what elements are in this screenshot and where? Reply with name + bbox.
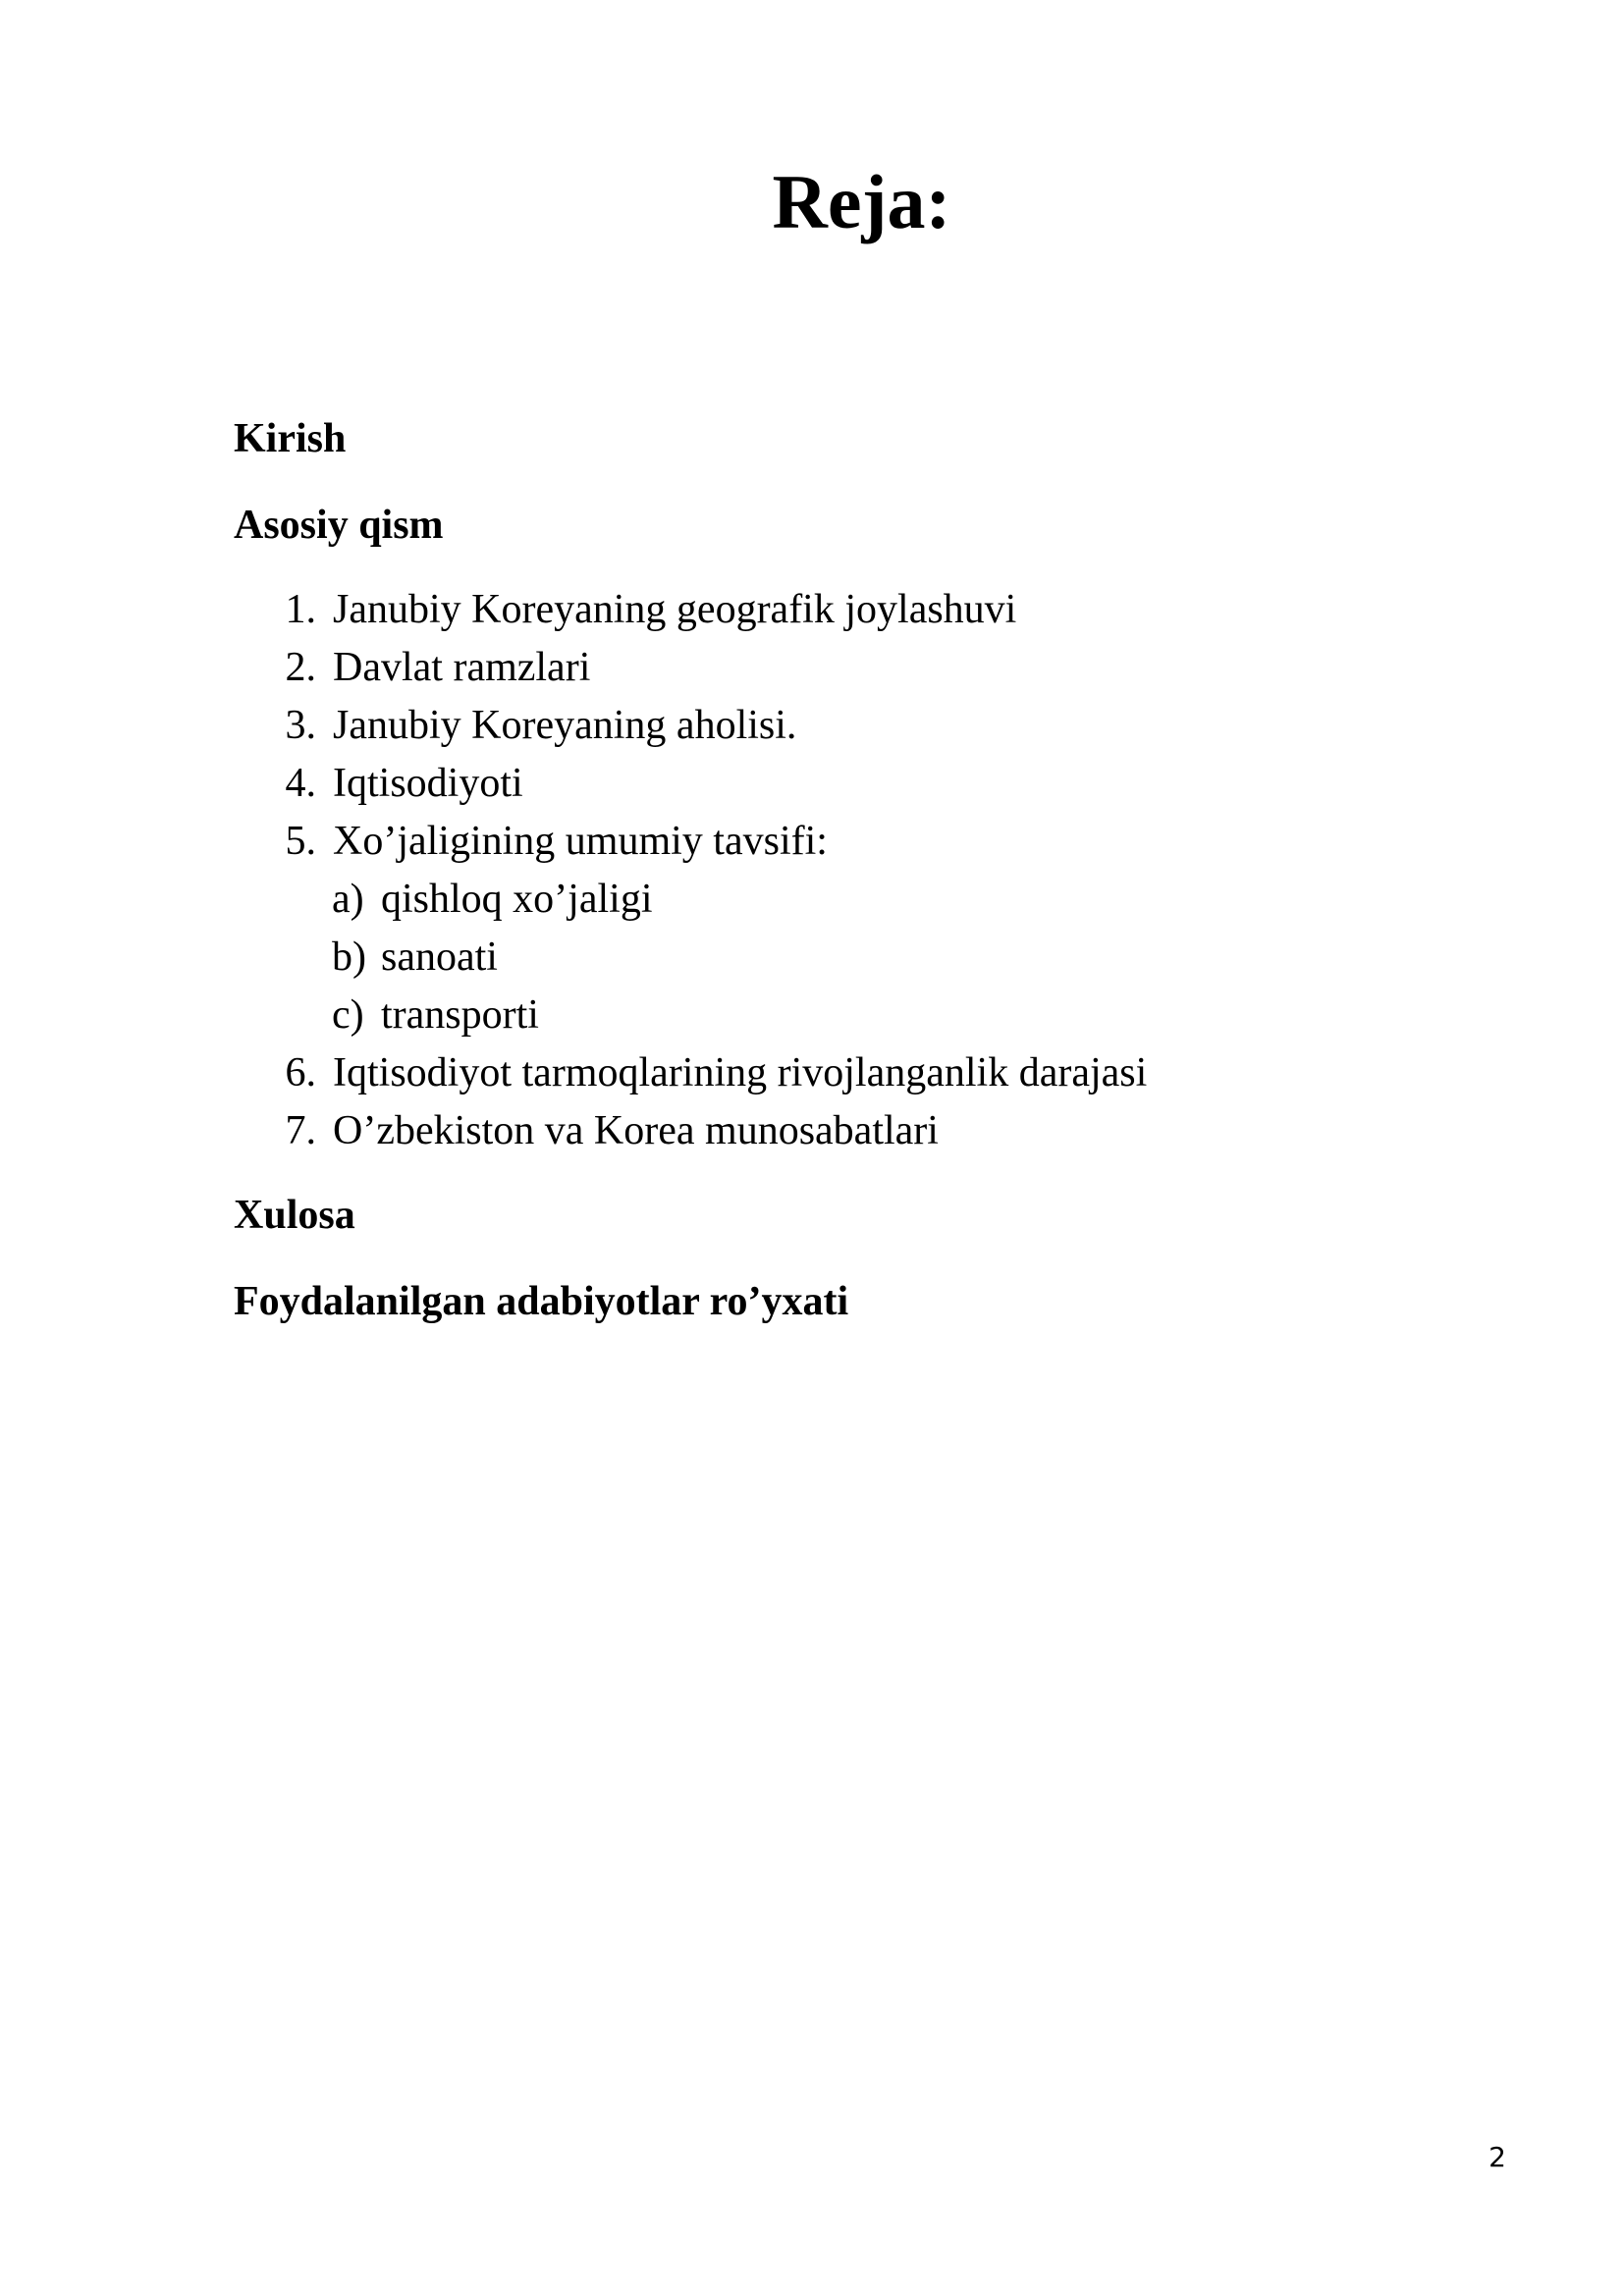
outline-item xyxy=(267,585,1016,634)
outline-sub-item-text: qishloq xo’jaligi xyxy=(381,877,653,922)
outline-sub-item-letter: b) xyxy=(332,934,366,980)
outline-sub-item-letter: c) xyxy=(332,992,364,1038)
section-heading-references: Foydalanilgan adabiyotlar ro’yxati xyxy=(234,1279,849,1324)
section-heading-intro: Kirish xyxy=(234,416,347,461)
outline-item-number: 1. xyxy=(285,587,316,632)
page-title: Reja: xyxy=(772,159,951,244)
outline-sub-item-text: sanoati xyxy=(381,934,498,980)
outline-item-number: 2. xyxy=(285,645,316,690)
outline-sub-item xyxy=(332,990,539,1040)
outline-item xyxy=(267,643,590,692)
section-heading-conclusion: Xulosa xyxy=(234,1193,355,1238)
outline-item xyxy=(267,759,523,808)
outline-sub-item xyxy=(332,933,498,982)
page-number: 2 xyxy=(1489,2141,1506,2173)
outline-sub-item-letter: a) xyxy=(332,877,364,922)
section-heading-main: Asosiy qism xyxy=(234,503,444,548)
outline-item-text: Davlat ramzlari xyxy=(333,645,591,690)
outline-sub-item xyxy=(332,875,653,924)
outline-item-number: 5. xyxy=(285,819,316,864)
outline-item-text: O’zbekiston va Korea munosabatlari xyxy=(333,1108,939,1153)
outline-item-number: 3. xyxy=(285,703,316,748)
outline-item-text: Janubiy Koreyaning aholisi. xyxy=(333,703,797,748)
outline-item xyxy=(267,817,828,866)
outline-item-number: 4. xyxy=(285,761,316,806)
outline-item-text: Xo’jaligining umumiy tavsifi: xyxy=(333,819,828,864)
outline-item xyxy=(267,701,796,750)
outline-item xyxy=(267,1048,1147,1097)
outline-item-text: Iqtisodiyot tarmoqlarining rivojlanganlik darajasi xyxy=(333,1050,1148,1095)
outline-sub-item-text: transporti xyxy=(381,992,539,1038)
outline-item-number: 7. xyxy=(285,1108,316,1153)
outline-item xyxy=(267,1106,939,1155)
outline-item-text: Janubiy Koreyaning geografik joylashuvi xyxy=(333,587,1017,632)
outline-item-number: 6. xyxy=(285,1050,316,1095)
outline-item-text: Iqtisodiyoti xyxy=(333,761,523,806)
